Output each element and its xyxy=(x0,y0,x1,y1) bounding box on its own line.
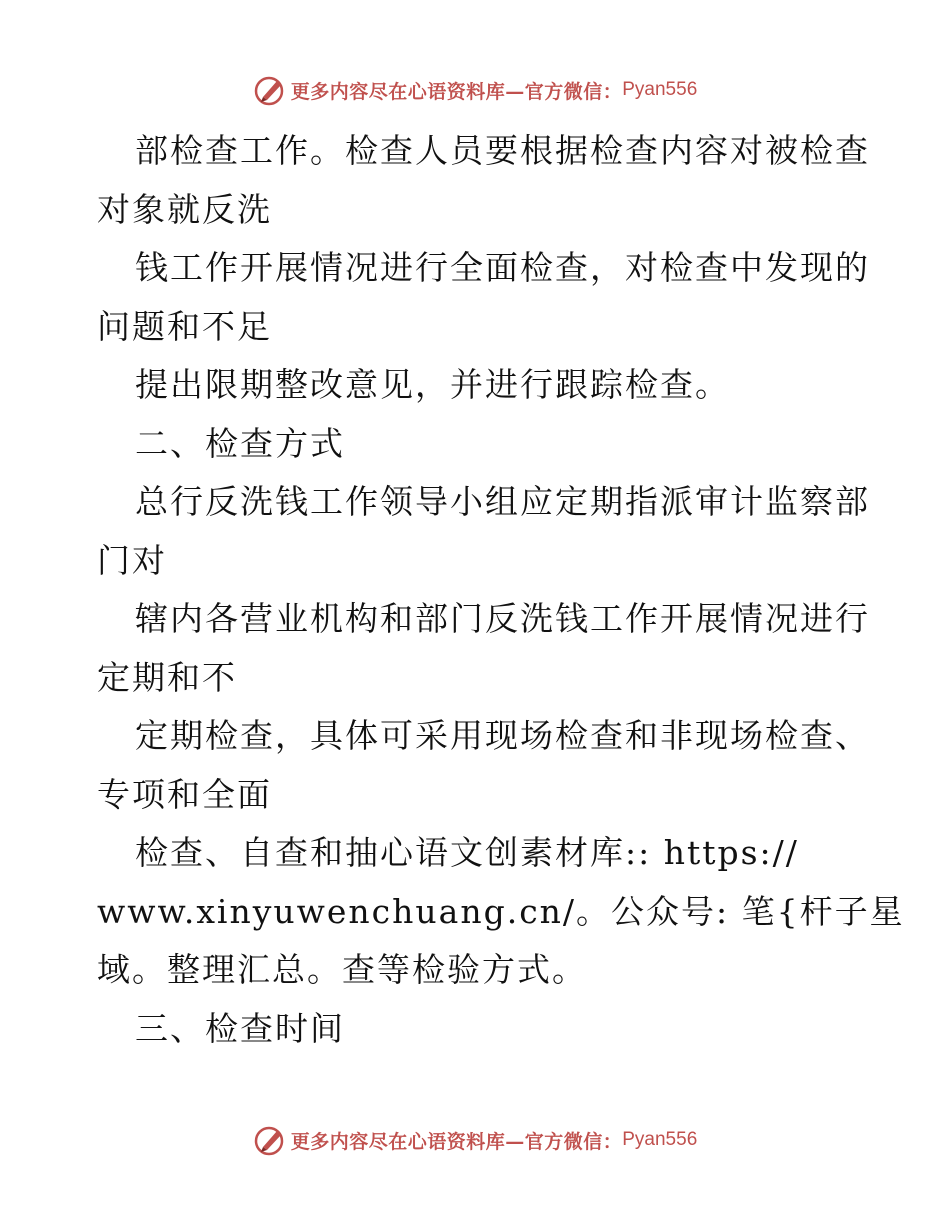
section-heading: 二、检查方式 xyxy=(135,423,345,463)
section-heading: 三、检查时间 xyxy=(135,1008,345,1048)
text-line: 对象就反洗 xyxy=(97,189,272,229)
text-line: 检查、自查和抽心语文创素材库:: https:// xyxy=(135,833,799,872)
text-line: 问题和不足 xyxy=(97,306,272,346)
footer-banner xyxy=(0,1120,950,1160)
text-line: 总行反洗钱工作领导小组应定期指派审计监察部 xyxy=(135,482,870,521)
pen-logo-icon xyxy=(253,73,287,107)
text-line: 辖内各营业机构和部门反洗钱工作开展情况进行 xyxy=(135,599,870,638)
text-line: 定期检查，具体可采用现场检查和非现场检查、 xyxy=(135,716,870,755)
document-body xyxy=(97,122,905,1058)
text-line: 提出限期整改意见，并进行跟踪检查。 xyxy=(135,365,730,404)
banner-text: 更多内容尽在心语资料库—官方微信： xyxy=(290,1130,623,1153)
text-line: 钱工作开展情况进行全面检查，对检查中发现的 xyxy=(135,248,870,287)
banner-text: 更多内容尽在心语资料库—官方微信： xyxy=(290,80,623,103)
text-line: 部检查工作。检查人员要根据检查内容对被检查 xyxy=(135,131,870,170)
text-line: 域。整理汇总。查等检验方式。 xyxy=(97,950,587,989)
banner-wechat-id: Pyan556 xyxy=(622,79,698,100)
text-line: 门对 xyxy=(97,540,167,580)
header-banner xyxy=(0,70,950,110)
pen-logo-icon xyxy=(253,1123,287,1157)
banner-wechat-id: Pyan556 xyxy=(622,1129,698,1150)
text-line: 定期和不 xyxy=(97,657,237,697)
text-line: www.xinyuwenchuang.cn/。公众号: 笔{杆子星 xyxy=(97,891,905,931)
text-line: 专项和全面 xyxy=(97,774,272,814)
